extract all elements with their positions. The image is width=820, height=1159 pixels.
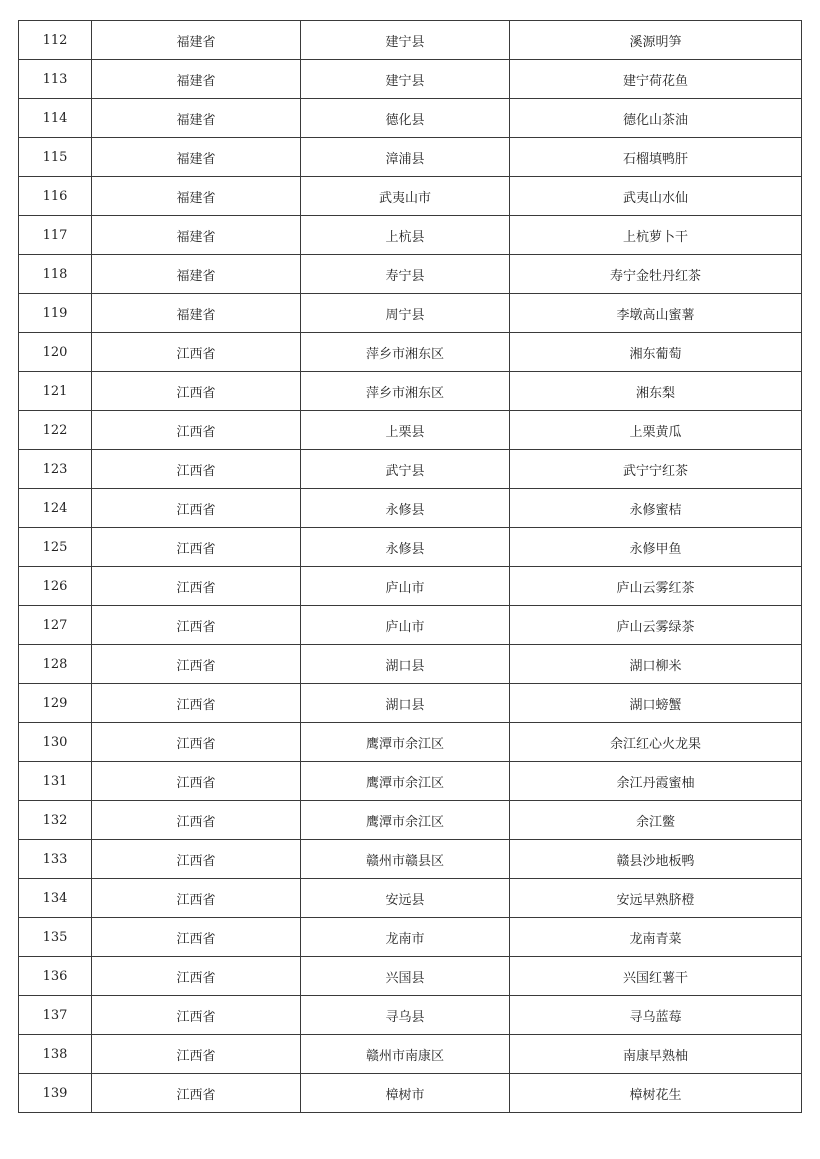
product-cell: 寿宁金牡丹红茶 xyxy=(510,255,802,294)
county-cell: 寿宁县 xyxy=(301,255,510,294)
county-cell: 赣州市南康区 xyxy=(301,1035,510,1074)
table-row xyxy=(19,450,802,489)
province-cell: 福建省 xyxy=(92,255,301,294)
province-cell: 江西省 xyxy=(92,645,301,684)
county-cell: 永修县 xyxy=(301,528,510,567)
table-row xyxy=(19,645,802,684)
table-row xyxy=(19,957,802,996)
product-cell: 庐山云雾绿茶 xyxy=(510,606,802,645)
row-number-cell: 115 xyxy=(19,138,92,177)
row-number-cell: 119 xyxy=(19,294,92,333)
product-cell: 南康早熟柚 xyxy=(510,1035,802,1074)
county-cell: 樟树市 xyxy=(301,1074,510,1113)
table-row xyxy=(19,762,802,801)
county-cell: 寻乌县 xyxy=(301,996,510,1035)
row-number-cell: 125 xyxy=(19,528,92,567)
table-row xyxy=(19,138,802,177)
table-row xyxy=(19,177,802,216)
table-row xyxy=(19,294,802,333)
county-cell: 湖口县 xyxy=(301,645,510,684)
row-number-cell: 132 xyxy=(19,801,92,840)
county-cell: 鹰潭市余江区 xyxy=(301,801,510,840)
table-row xyxy=(19,606,802,645)
row-number-cell: 112 xyxy=(19,21,92,60)
row-number-cell: 120 xyxy=(19,333,92,372)
table-row xyxy=(19,216,802,255)
table-row xyxy=(19,801,802,840)
table-row xyxy=(19,489,802,528)
county-cell: 湖口县 xyxy=(301,684,510,723)
county-cell: 永修县 xyxy=(301,489,510,528)
row-number-cell: 116 xyxy=(19,177,92,216)
county-cell: 漳浦县 xyxy=(301,138,510,177)
product-cell: 李墩高山蜜薯 xyxy=(510,294,802,333)
table-row xyxy=(19,684,802,723)
province-cell: 江西省 xyxy=(92,918,301,957)
product-table xyxy=(18,20,802,1113)
product-cell: 安远早熟脐橙 xyxy=(510,879,802,918)
row-number-cell: 139 xyxy=(19,1074,92,1113)
county-cell: 龙南市 xyxy=(301,918,510,957)
product-cell: 武宁宁红茶 xyxy=(510,450,802,489)
table-row xyxy=(19,996,802,1035)
row-number-cell: 118 xyxy=(19,255,92,294)
product-cell: 赣县沙地板鸭 xyxy=(510,840,802,879)
row-number-cell: 126 xyxy=(19,567,92,606)
table-row xyxy=(19,333,802,372)
province-cell: 江西省 xyxy=(92,333,301,372)
product-cell: 寻乌蓝莓 xyxy=(510,996,802,1035)
province-cell: 江西省 xyxy=(92,489,301,528)
county-cell: 安远县 xyxy=(301,879,510,918)
row-number-cell: 135 xyxy=(19,918,92,957)
county-cell: 庐山市 xyxy=(301,606,510,645)
province-cell: 江西省 xyxy=(92,606,301,645)
product-cell: 德化山茶油 xyxy=(510,99,802,138)
table-row xyxy=(19,60,802,99)
product-cell: 湖口柳米 xyxy=(510,645,802,684)
table-row xyxy=(19,411,802,450)
product-cell: 建宁荷花鱼 xyxy=(510,60,802,99)
province-cell: 江西省 xyxy=(92,1074,301,1113)
table-row xyxy=(19,840,802,879)
county-cell: 德化县 xyxy=(301,99,510,138)
product-cell: 樟树花生 xyxy=(510,1074,802,1113)
product-cell: 溪源明笋 xyxy=(510,21,802,60)
province-cell: 江西省 xyxy=(92,450,301,489)
row-number-cell: 134 xyxy=(19,879,92,918)
province-cell: 江西省 xyxy=(92,411,301,450)
table-body xyxy=(19,21,802,1113)
table-row xyxy=(19,21,802,60)
row-number-cell: 124 xyxy=(19,489,92,528)
row-number-cell: 138 xyxy=(19,1035,92,1074)
product-cell: 庐山云雾红茶 xyxy=(510,567,802,606)
product-cell: 湘东葡萄 xyxy=(510,333,802,372)
province-cell: 江西省 xyxy=(92,372,301,411)
row-number-cell: 129 xyxy=(19,684,92,723)
province-cell: 福建省 xyxy=(92,138,301,177)
province-cell: 江西省 xyxy=(92,879,301,918)
county-cell: 鹰潭市余江区 xyxy=(301,723,510,762)
table-row xyxy=(19,255,802,294)
county-cell: 武宁县 xyxy=(301,450,510,489)
product-cell: 余江丹霞蜜柚 xyxy=(510,762,802,801)
county-cell: 建宁县 xyxy=(301,21,510,60)
county-cell: 上杭县 xyxy=(301,216,510,255)
row-number-cell: 136 xyxy=(19,957,92,996)
row-number-cell: 117 xyxy=(19,216,92,255)
table-row xyxy=(19,1074,802,1113)
province-cell: 福建省 xyxy=(92,294,301,333)
province-cell: 福建省 xyxy=(92,99,301,138)
province-cell: 江西省 xyxy=(92,528,301,567)
province-cell: 福建省 xyxy=(92,60,301,99)
county-cell: 赣州市赣县区 xyxy=(301,840,510,879)
province-cell: 江西省 xyxy=(92,684,301,723)
county-cell: 萍乡市湘东区 xyxy=(301,372,510,411)
row-number-cell: 133 xyxy=(19,840,92,879)
province-cell: 江西省 xyxy=(92,996,301,1035)
county-cell: 武夷山市 xyxy=(301,177,510,216)
row-number-cell: 130 xyxy=(19,723,92,762)
row-number-cell: 114 xyxy=(19,99,92,138)
province-cell: 江西省 xyxy=(92,957,301,996)
product-cell: 永修蜜桔 xyxy=(510,489,802,528)
product-cell: 石榴填鸭肝 xyxy=(510,138,802,177)
row-number-cell: 122 xyxy=(19,411,92,450)
province-cell: 福建省 xyxy=(92,21,301,60)
province-cell: 江西省 xyxy=(92,762,301,801)
row-number-cell: 121 xyxy=(19,372,92,411)
province-cell: 福建省 xyxy=(92,177,301,216)
product-cell: 龙南青菜 xyxy=(510,918,802,957)
product-cell: 湖口螃蟹 xyxy=(510,684,802,723)
county-cell: 庐山市 xyxy=(301,567,510,606)
table-row xyxy=(19,372,802,411)
table-row xyxy=(19,918,802,957)
table-row xyxy=(19,723,802,762)
table-row xyxy=(19,528,802,567)
province-cell: 江西省 xyxy=(92,567,301,606)
county-cell: 建宁县 xyxy=(301,60,510,99)
product-cell: 上栗黄瓜 xyxy=(510,411,802,450)
table-row xyxy=(19,879,802,918)
row-number-cell: 127 xyxy=(19,606,92,645)
county-cell: 兴国县 xyxy=(301,957,510,996)
row-number-cell: 123 xyxy=(19,450,92,489)
product-cell: 余江红心火龙果 xyxy=(510,723,802,762)
row-number-cell: 137 xyxy=(19,996,92,1035)
county-cell: 萍乡市湘东区 xyxy=(301,333,510,372)
product-cell: 永修甲鱼 xyxy=(510,528,802,567)
table-row xyxy=(19,567,802,606)
document-page xyxy=(18,20,801,1113)
product-cell: 兴国红薯干 xyxy=(510,957,802,996)
product-cell: 武夷山水仙 xyxy=(510,177,802,216)
table-row xyxy=(19,1035,802,1074)
product-cell: 上杭萝卜干 xyxy=(510,216,802,255)
province-cell: 江西省 xyxy=(92,840,301,879)
province-cell: 江西省 xyxy=(92,723,301,762)
county-cell: 上栗县 xyxy=(301,411,510,450)
table-row xyxy=(19,99,802,138)
row-number-cell: 128 xyxy=(19,645,92,684)
row-number-cell: 131 xyxy=(19,762,92,801)
province-cell: 江西省 xyxy=(92,1035,301,1074)
row-number-cell: 113 xyxy=(19,60,92,99)
product-cell: 湘东梨 xyxy=(510,372,802,411)
county-cell: 周宁县 xyxy=(301,294,510,333)
county-cell: 鹰潭市余江区 xyxy=(301,762,510,801)
province-cell: 福建省 xyxy=(92,216,301,255)
product-cell: 余江鳖 xyxy=(510,801,802,840)
province-cell: 江西省 xyxy=(92,801,301,840)
